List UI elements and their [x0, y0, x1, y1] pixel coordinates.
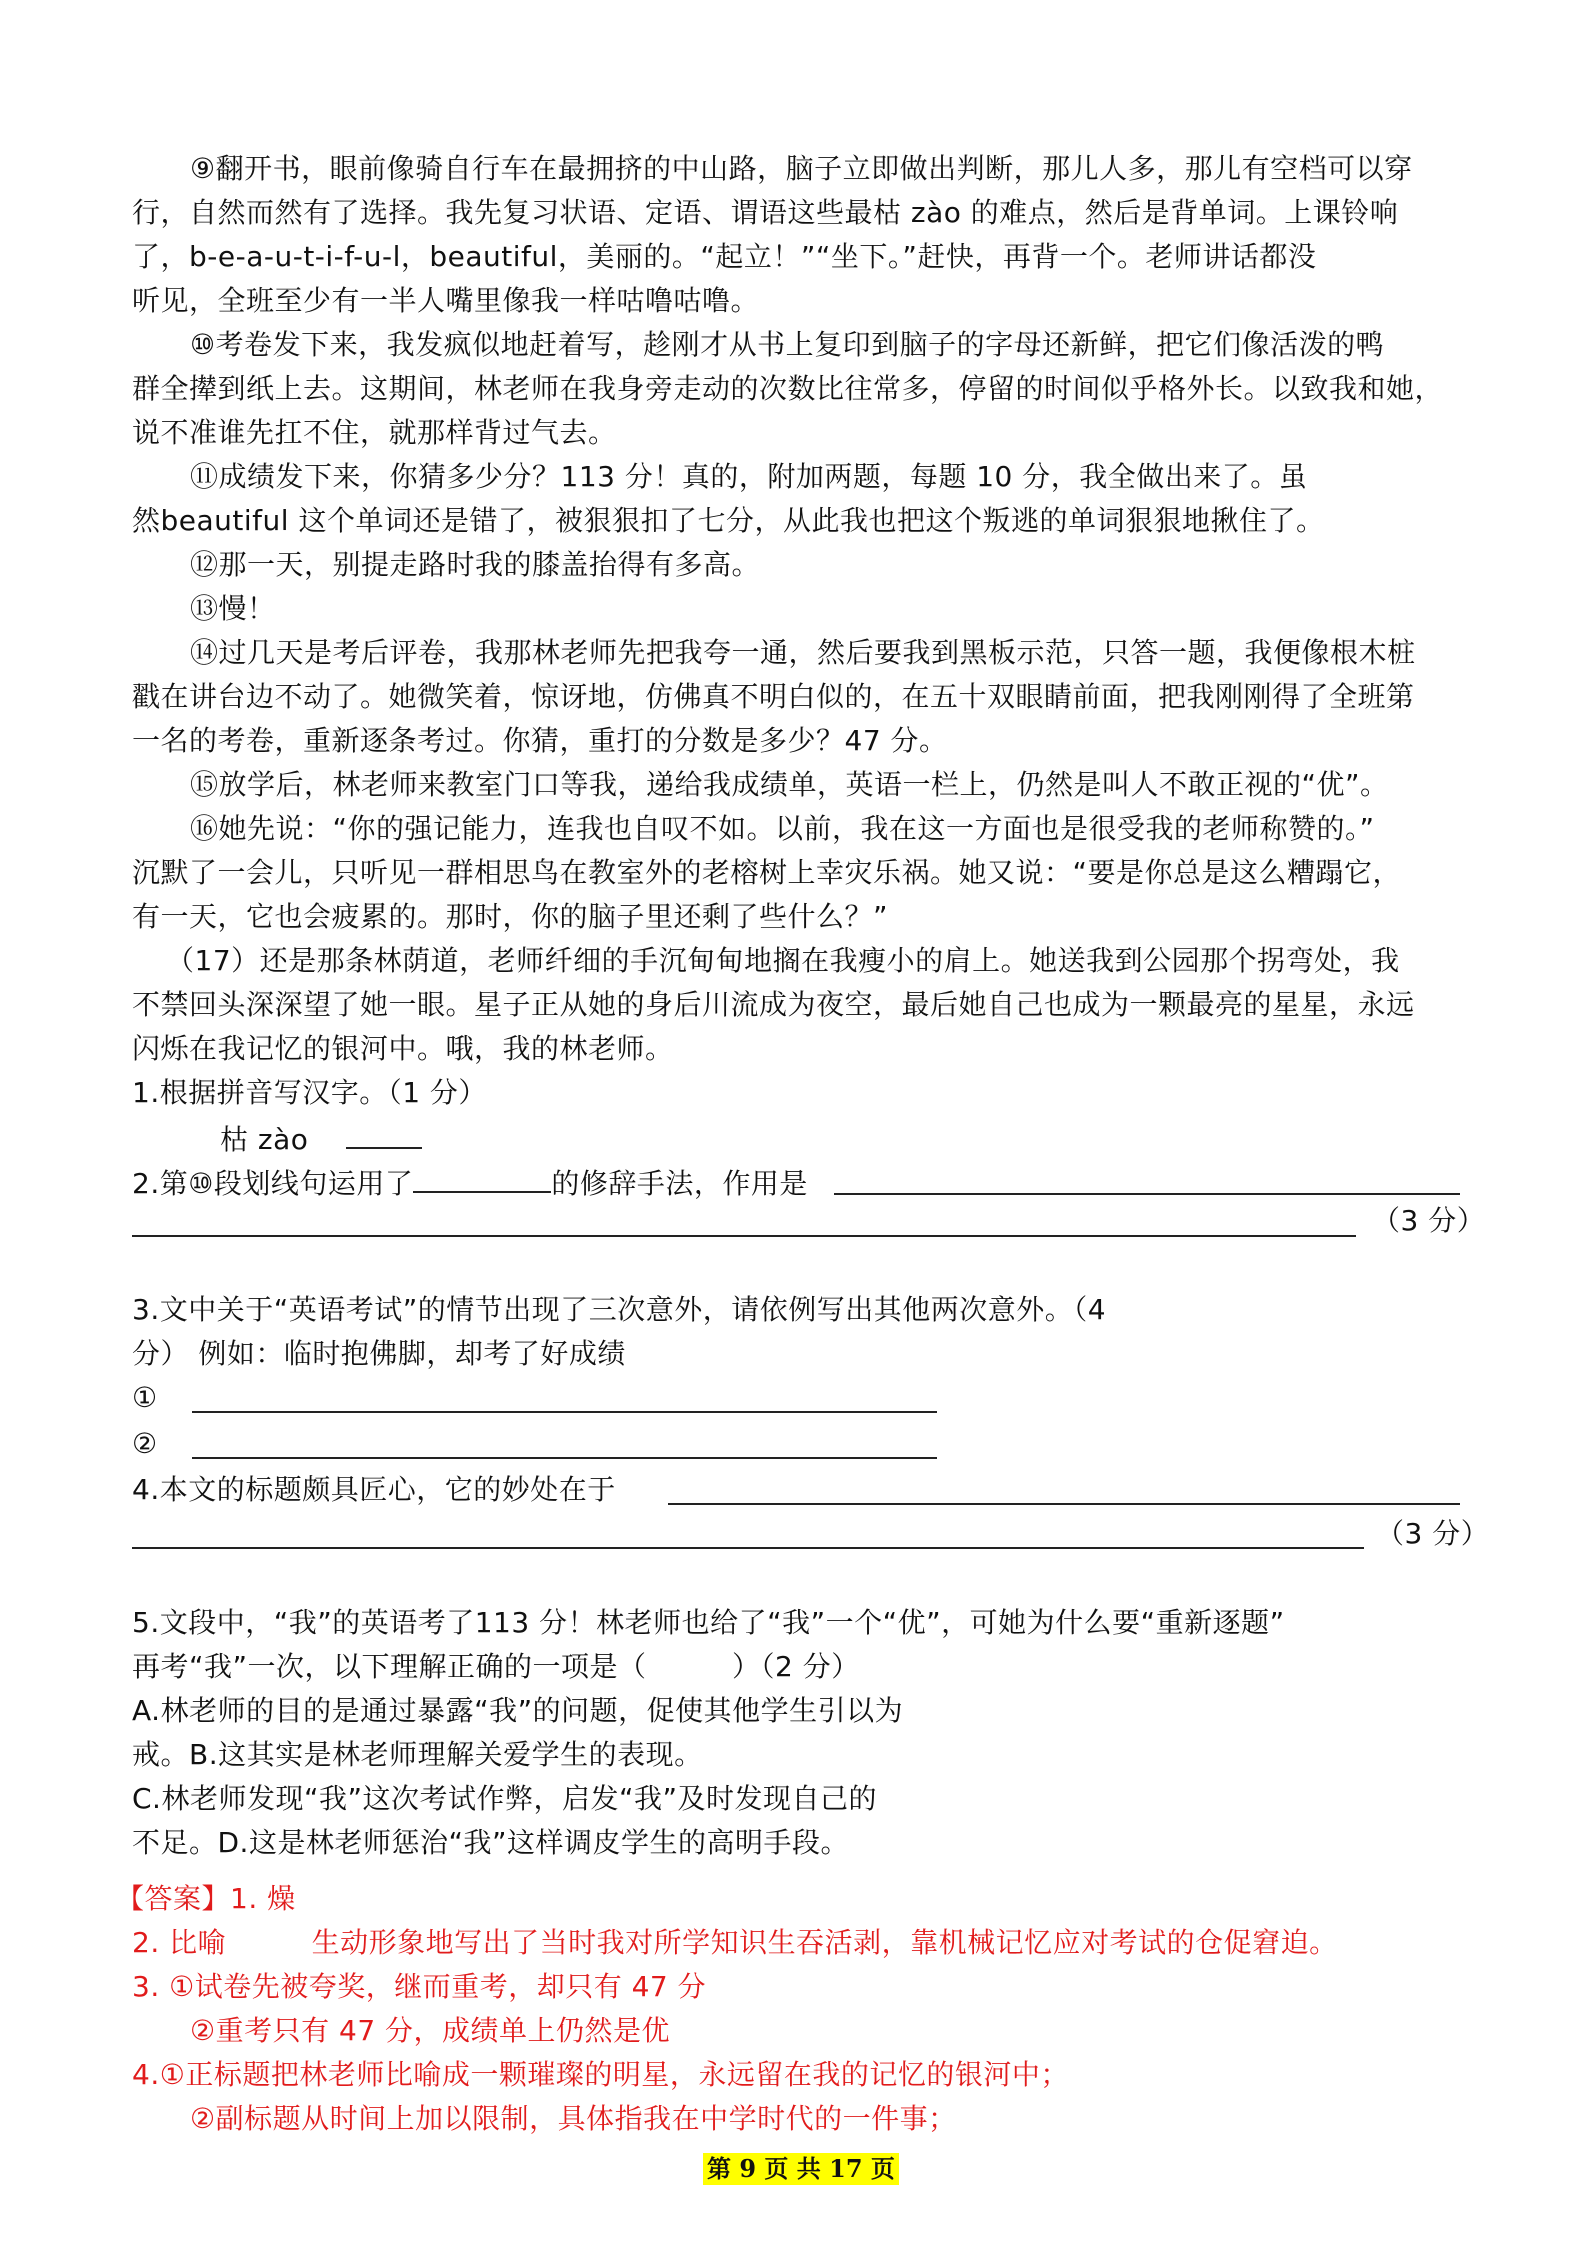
paragraph-10-line-3: 说不准谁先扛不住，就那样背过气去。 — [132, 416, 617, 449]
question-5-option-d: 不足。D.这是林老师惩治“我”这样调皮学生的高明手段。 — [132, 1826, 849, 1859]
paragraph-17-line-1: （17）还是那条林荫道，老师纤细的手沉甸甸地搁在我瘦小的肩上。她送我到公园那个拐弯处，我 — [166, 944, 1400, 977]
question-3-option-1 — [132, 1378, 158, 1418]
paragraph-16-line-1: ⑯她先说：“你的强记能力，连我也自叹不如。以前，我在这一方面也是很受我的老师称赞的。” — [190, 812, 1375, 845]
paragraph-9-line-1: ⑨翻开书，眼前像骑自行车在最拥挤的中山路，脑子立即做出判断，那儿人多，那儿有空档可以穿 — [190, 152, 1413, 185]
question-1-item — [220, 1117, 422, 1160]
question-3-option-2 — [132, 1424, 158, 1464]
answer-1: 【答案】1. 燥 — [116, 1882, 296, 1915]
question-5-option-b: 戒。B.这其实是林老师理解关爱学生的表现。 — [132, 1738, 703, 1771]
question-5-option-c: C.林老师发现“我”这次考试作弊，启发“我”及时发现自己的 — [132, 1782, 877, 1815]
question-2-text-b: 的修辞手法，作用是 — [551, 1167, 808, 1200]
paragraph-14-line-2: 戳在讲台边不动了。她微笑着，惊讶地，仿佛真不明白似的，在五十双眼睛前面，把我刚刚得了全班第 — [132, 680, 1415, 713]
question-3-option-2-marker: ② — [132, 1427, 158, 1460]
question-1-pinyin: 枯 zào — [220, 1123, 309, 1156]
question-5-option-a: A.林老师的目的是通过暴露“我”的问题，促使其他学生引以为 — [132, 1694, 904, 1727]
paragraph-17-line-3: 闪烁在我记忆的银河中。哦，我的林老师。 — [132, 1032, 674, 1065]
question-3-option-1-marker: ① — [132, 1381, 158, 1414]
paragraph-10-line-2: 群全撵到纸上去。这期间，林老师在我身旁走动的次数比往常多，停留的时间似乎格外长。以致我和她， — [132, 372, 1444, 405]
question-3-line-1: 3.文中关于“英语考试”的情节出现了三次意外，请依例写出其他两次意外。（4 — [132, 1293, 1107, 1326]
question-2-text-a: 2.第⑩段划线句运用了 — [132, 1167, 414, 1200]
paragraph-11-line-2: 然beautiful 这个单词还是错了，被狠狠扣了七分，从此我也把这个叛逃的单词狠狠地揪住了。 — [132, 504, 1325, 537]
question-1: 1.根据拼音写汉字。（1 分） — [132, 1076, 487, 1109]
question-2-blank-rhetoric[interactable] — [413, 1161, 551, 1193]
question-5-line-1: 5.文段中，“我”的英语考了113 分！林老师也给了“我”一个“优”，可她为什么要“重新逐题” — [132, 1606, 1285, 1639]
answer-2: 2. 比喻 生动形象地写出了当时我对所学知识生吞活剥，靠机械记忆应对考试的仓促窘迫。 — [132, 1926, 1338, 1959]
question-5-line-2: 再考“我”一次，以下理解正确的一项是（ ）（2 分） — [132, 1650, 860, 1683]
paragraph-12: ⑫那一天，别提走路时我的膝盖抬得有多高。 — [190, 548, 761, 581]
question-3-blank-1[interactable] — [192, 1411, 937, 1413]
paragraph-9-line-4: 听见，全班至少有一半人嘴里像我一样咕噜咕噜。 — [132, 284, 760, 317]
question-4: 4.本文的标题颇具匠心，它的妙处在于 — [132, 1473, 616, 1506]
paragraph-10-line-1: ⑩考卷发下来，我发疯似地赶着写，趁刚才从书上复印到脑子的字母还新鲜，把它们像活泼的鸭 — [190, 328, 1385, 361]
answer-3-line-1: 3. ①试卷先被夸奖，继而重考，却只有 47 分 — [132, 1970, 707, 2003]
question-2-blank-effect-cont[interactable] — [132, 1235, 1356, 1237]
answer-4-line-1: 4.①正标题把林老师比喻成一颗璀璨的明星，永远留在我的记忆的银河中； — [132, 2058, 1069, 2091]
question-3-line-2: 分） 例如：临时抱佛脚，却考了好成绩 — [132, 1337, 626, 1370]
paragraph-16-line-3: 有一天，它也会疲累的。那时，你的脑子里还剩了些什么？” — [132, 900, 889, 933]
paragraph-16-line-2: 沉默了一会儿，只听见一群相思鸟在教室外的老榕树上幸灾乐祸。她又说：“要是你总是这么糟蹋它， — [132, 856, 1402, 889]
page-number-footer: 第 9 页 共 17 页 — [703, 2153, 899, 2185]
paragraph-13: ⑬慢！ — [190, 592, 276, 625]
question-2-blank-effect[interactable] — [834, 1193, 1460, 1195]
question-4-blank-cont[interactable] — [132, 1547, 1364, 1549]
answer-3-line-2: ②重考只有 47 分，成绩单上仍然是优 — [190, 2014, 671, 2047]
question-4-blank[interactable] — [668, 1503, 1460, 1505]
question-3-blank-2[interactable] — [192, 1457, 937, 1459]
paragraph-14-line-1: ⑭过几天是考后评卷，我那林老师先把我夸一通，然后要我到黑板示范，只答一题，我便像根木桩 — [190, 636, 1416, 669]
question-2 — [132, 1161, 808, 1204]
answer-4-line-2: ②副标题从时间上加以限制，具体指我在中学时代的一件事； — [190, 2102, 957, 2135]
paragraph-15: ⑮放学后，林老师来教室门口等我，递给我成绩单，英语一栏上，仍然是叫人不敢正视的“优”。 — [190, 768, 1389, 801]
question-1-answer-blank[interactable] — [346, 1117, 422, 1149]
paragraph-11-line-1: ⑪成绩发下来，你猜多少分？113 分！真的，附加两题，每题 10 分，我全做出来了。虽 — [190, 460, 1308, 493]
question-2-score: （3 分） — [1372, 1204, 1486, 1237]
question-4-score: （3 分） — [1376, 1517, 1490, 1550]
paragraph-9-line-2: 行，自然而然有了选择。我先复习状语、定语、谓语这些最枯 zào 的难点，然后是背单词。上课铃响 — [132, 196, 1399, 229]
paragraph-17-line-2: 不禁回头深深望了她一眼。星子正从她的身后川流成为夜空，最后她自己也成为一颗最亮的星星，永远 — [132, 988, 1415, 1021]
paragraph-9-line-3: 了，b-e-a-u-t-i-f-u-l，beautiful，美丽的。“起立！”“坐下。”赶快，再背一个。老师讲话都没 — [132, 240, 1317, 273]
paragraph-14-line-3: 一名的考卷，重新逐条考过。你猜，重打的分数是多少？47 分。 — [132, 724, 948, 757]
